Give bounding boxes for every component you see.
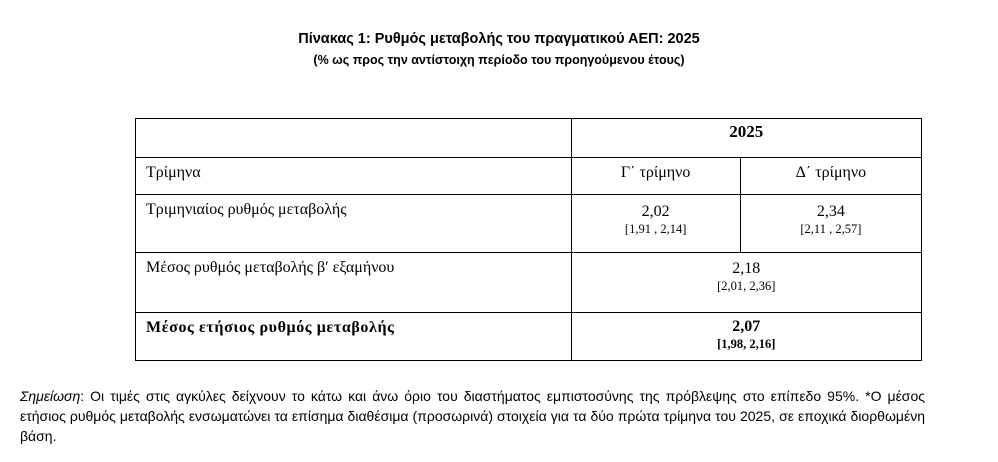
quarters-label: Τρίμηνα xyxy=(136,158,572,195)
half-year-interval: [2,01, 2,36] xyxy=(717,279,776,293)
quarterly-rate-row xyxy=(136,195,922,253)
quarterly-rate-label: Τριμηνιαίος ρυθμός μεταβολής xyxy=(136,195,572,253)
annual-cell xyxy=(571,313,921,361)
q4-cell xyxy=(740,195,921,253)
q3-value: 2,02 xyxy=(641,203,670,220)
q4-header: Δ΄ τρίμηνο xyxy=(740,158,921,195)
footnote xyxy=(20,386,925,446)
annual-interval: [1,98, 2,16] xyxy=(717,337,776,351)
footnote-prefix: Σημείωση xyxy=(20,388,81,404)
footnote-text: : Οι τιμές στις αγκύλες δείχνουν το κάτω και άνω όριο του διαστήματος εμπιστοσύνης της πρόβλεψης στο επίπεδο 95%. *Ο μέσος ετήσιος ρυθμός μεταβολής ενσωματώνει τα επίσημα διαθέσιμα (προσωρινά) στοιχεία για τα δύο πρώτα τρίμηνα του 2025, σε εποχικά διορθωμένη βάση. xyxy=(20,388,925,444)
annual-label: Μέσος ετήσιος ρυθμός μεταβολής xyxy=(136,313,572,361)
table-title: Πίνακας 1: Ρυθμός μεταβολής του πραγματικού ΑΕΠ: 2025 xyxy=(298,31,700,47)
q4-interval: [2,11 , 2,57] xyxy=(800,222,862,236)
q3-interval: [1,91 , 2,14] xyxy=(624,222,687,236)
gdp-growth-table xyxy=(135,118,922,361)
half-year-label: Μέσος ρυθμός μεταβολής β′ εξαμήνου xyxy=(136,253,572,313)
q4-value: 2,34 xyxy=(816,203,845,220)
empty-header-cell xyxy=(136,119,572,158)
year-header: 2025 xyxy=(571,119,921,158)
half-year-cell xyxy=(571,253,921,313)
half-year-value: 2,18 xyxy=(732,260,761,277)
annual-value: 2,07 xyxy=(732,318,761,335)
q3-header: Γ΄ τρίμηνο xyxy=(571,158,740,195)
q3-cell xyxy=(571,195,740,253)
table-subtitle: (% ως προς την αντίστοιχη περίοδο του προηγούμενου έτους) xyxy=(313,53,685,67)
quarters-row xyxy=(136,158,922,195)
annual-row xyxy=(136,313,922,361)
year-header-row xyxy=(136,119,922,158)
half-year-row xyxy=(136,253,922,313)
